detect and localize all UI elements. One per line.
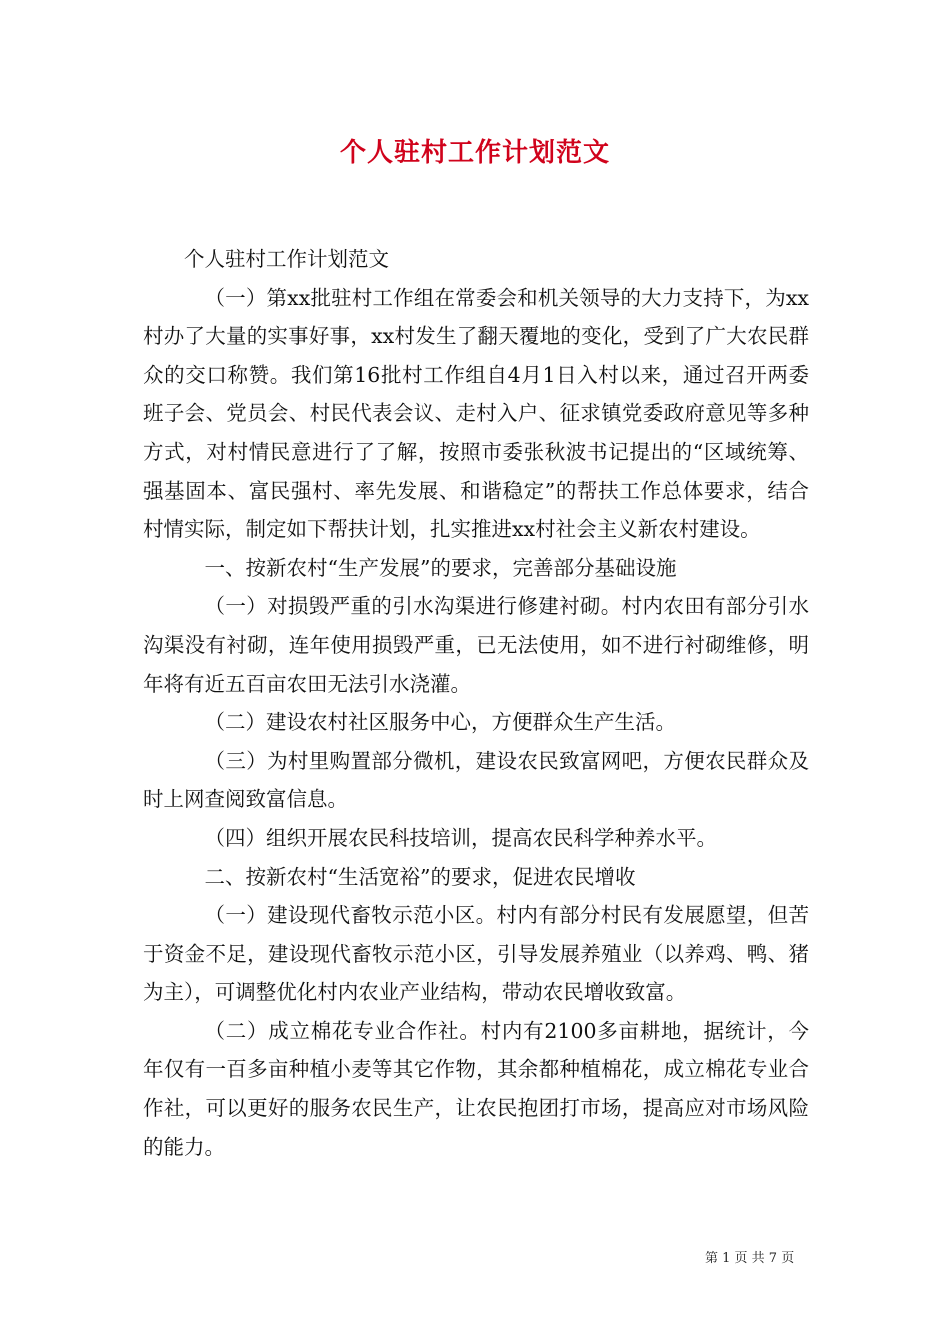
page-title: 个人驻村工作计划范文 [339,138,610,168]
paragraph-item: （四）组织开展农民科技培训，提高农民科学种养水平。 [204,825,717,850]
section-heading-1: 一、按新农村“生产发展”的要求，完善部分基础设施 [204,555,677,580]
document-body [143,240,809,1166]
paragraph-heading: 个人驻村工作计划范文 [184,247,389,271]
paragraph-item: （一）对损毁严重的引水沟渠进行修建衬砌。村内农田有部分引水沟渠没有衬砌，连年使用损毁严重，已无法使用，如不进行衬砌维修，明年将有近五百亩农田无法引水浇灌。 [143,594,809,696]
paragraph-item: （二）成立棉花专业合作社。村内有2100多亩耕地，据统计，今年仅有一百多亩种植小麦等其它作物，其余都种植棉花，成立棉花专业合作社，可以更好的服务农民生产，让农民抱团打市场，提高应对市场风险的能力。 [143,1018,809,1159]
section-heading-2: 二、按新农村“生活宽裕”的要求，促进农民增收 [204,864,636,889]
paragraph-item: （一）建设现代畜牧示范小区。村内有部分村民有发展愿望，但苦于资金不足，建设现代畜牧示范小区，引导发展养殖业（以养鸡、鸭、猪为主），可调整优化村内农业产业结构，带动农民增收致富。 [143,903,809,1005]
paragraph-item: （三）为村里购置部分微机，建设农民致富网吧，方便农民群众及时上网查阅致富信息。 [143,748,809,812]
paragraph-item: （二）建设农村社区服务中心，方便群众生产生活。 [204,710,676,735]
page-number: 第 1 页 共 7 页 [705,1251,795,1266]
paragraph-intro: （一）第xx批驻村工作组在常委会和机关领导的大力支持下，为xx村办了大量的实事好事，xx村发生了翻天覆地的变化，受到了广大农民群众的交口称赞。我们第16批村工作组自4月1日入村以来，通过召开两委班子会、党员会、村民代表会议、走村入户、征求镇党委政府意见等多种方式，对村情民意进行了了解，按照市委张秋波书记提出的“区域统筹、强基固本、富民强村、率先发展、和谐稳定”的帮扶工作总体要求，结合村情实际，制定如下帮扶计划，扎实推进xx村社会主义新农村建设。 [143,285,809,542]
